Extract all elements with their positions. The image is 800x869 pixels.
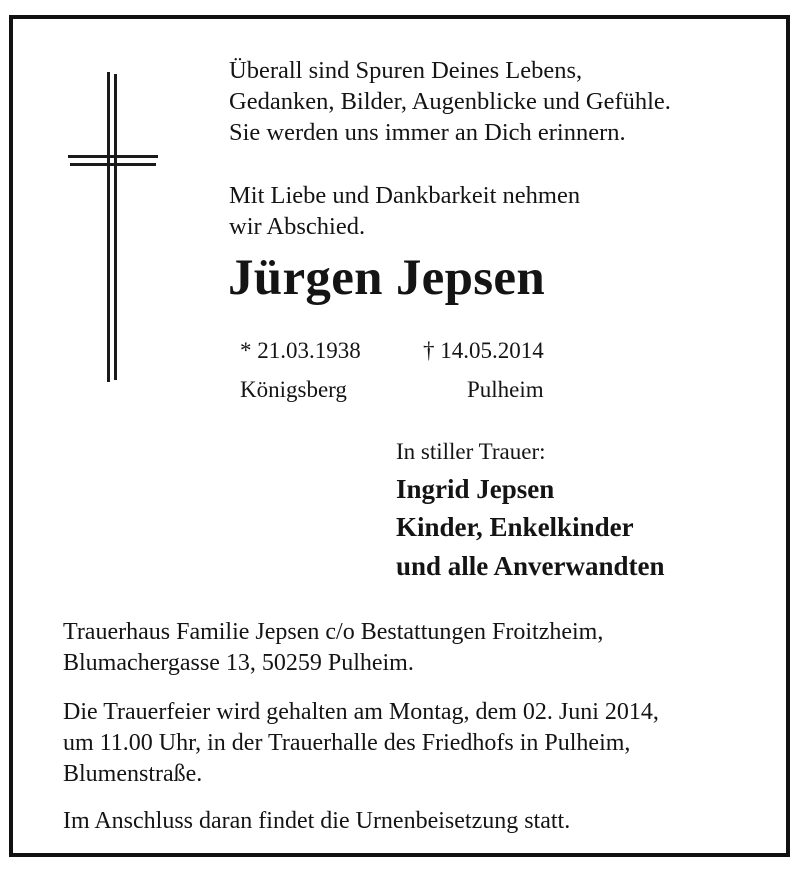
address-line-1: Trauerhaus Familie Jepsen c/o Bestattungen Froitzheim, — [63, 619, 604, 645]
address-line-2: Blumachergasse 13, 50259 Pulheim. — [63, 650, 414, 676]
farewell-line-1: Mit Liebe und Dankbarkeit nehmen — [229, 182, 581, 209]
ceremony-line-3: Blumenstraße. — [63, 761, 203, 787]
cross-icon — [68, 72, 158, 382]
mourner-line-3: und alle Anverwandten — [396, 551, 665, 581]
mourner-line-2: Kinder, Enkelkinder — [396, 512, 634, 542]
birth-place: Königsberg — [240, 377, 347, 402]
death-place: Pulheim — [467, 377, 544, 402]
mourner-line-1: Ingrid Jepsen — [396, 474, 555, 504]
farewell-line-2: wir Abschied. — [229, 213, 366, 240]
burial-note: Im Anschluss daran findet die Urnenbeisetzung statt. — [63, 808, 571, 834]
verse-line-2: Gedanken, Bilder, Augenblicke und Gefühle. — [229, 88, 671, 115]
ceremony-line-1: Die Trauerfeier wird gehalten am Montag, dem 02. Juni 2014, — [63, 699, 659, 725]
mourning-intro: In stiller Trauer: — [396, 439, 546, 464]
death-date: † 14.05.2014 — [423, 338, 544, 363]
ceremony-line-2: um 11.00 Uhr, in der Trauerhalle des Friedhofs in Pulheim, — [63, 730, 631, 756]
verse-line-1: Überall sind Spuren Deines Lebens, — [229, 57, 583, 84]
birth-date: * 21.03.1938 — [240, 338, 361, 363]
deceased-name: Jürgen Jepsen — [228, 250, 545, 306]
verse-line-3: Sie werden uns immer an Dich erinnern. — [229, 119, 626, 146]
